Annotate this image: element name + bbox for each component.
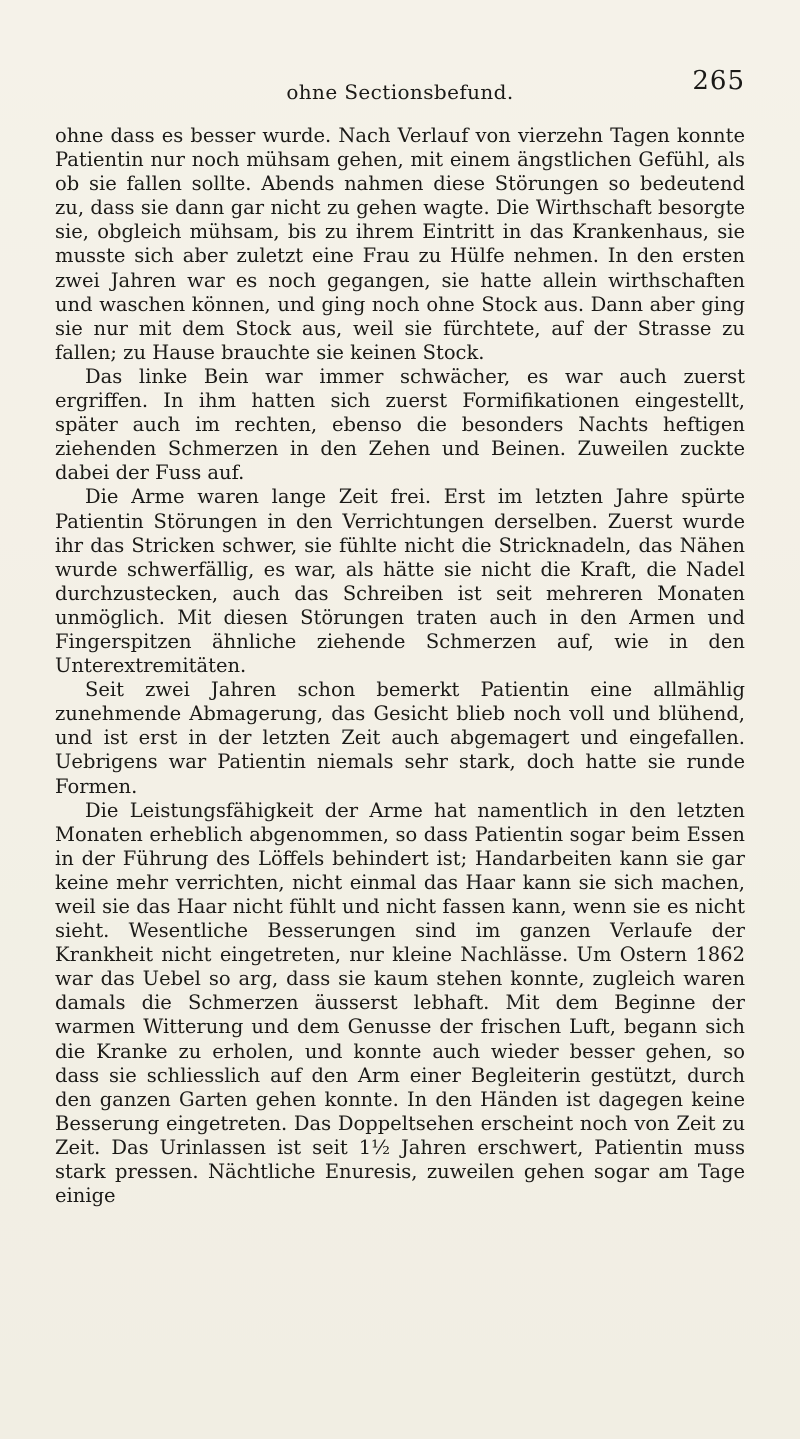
running-head xyxy=(55,66,745,112)
paragraph-3: Die Arme waren lange Zeit frei. Erst im letzten Jahre spürte Patientin Störungen in den Verrichtungen derselben. Zuerst wurde ihr das Stricken schwer, sie fühlte nicht die Stricknadeln, das Nähen wurde schwerfällig, es war, als hätte sie nicht die Kraft, die Nadel durchzustecken, auch das Schreiben ist seit mehreren Monaten unmöglich. Mit diesen Störungen traten auch in den Armen und Fingerspitzen ähnliche ziehende Schmerzen auf, wie in den Unterextremitäten. xyxy=(55,485,745,678)
body-text xyxy=(55,124,745,1208)
paragraph-4: Seit zwei Jahren schon bemerkt Patientin eine allmählig zunehmende Abmagerung, das Gesicht blieb noch voll und blühend, und ist erst in der letzten Zeit auch abgemagert und eingefallen. Uebrigens war Patientin niemals sehr stark, doch hatte sie runde Formen. xyxy=(55,678,745,798)
running-title: ohne Sectionsbefund. xyxy=(286,80,514,104)
page-number: 265 xyxy=(692,66,745,96)
paragraph-2: Das linke Bein war immer schwächer, es war auch zuerst ergriffen. In ihm hatten sich zuerst Formifikationen eingestellt, später auch im rechten, ebenso die besonders Nachts heftigen ziehenden Schmerzen in den Zehen und Beinen. Zuweilen zuckte dabei der Fuss auf. xyxy=(55,364,745,485)
paragraph-1: ohne dass es besser wurde. Nach Verlauf von vierzehn Tagen konnte Patientin nur noch mühsam gehen, mit einem ängstlichen Gefühl, als ob sie fallen sollte. Abends nahmen diese Störungen so bedeutend zu, dass sie dann gar nicht zu gehen wagte. Die Wirthschaft besorgte sie, obgleich mühsam, bis zu ihrem Eintritt in das Krankenhaus, sie musste sich aber zuletzt eine Frau zu Hülfe nehmen. In den ersten zwei Jahren war es noch gegangen, sie hatte allein wirthschaften und waschen können, und ging noch ohne Stock aus. Dann aber ging sie nur mit dem Stock aus, weil sie fürchtete, auf der Strasse zu fallen; zu Hause brauchte sie keinen Stock. xyxy=(55,124,745,364)
paragraph-5: Die Leistungsfähigkeit der Arme hat namentlich in den letzten Monaten erheblich abgenommen, so dass Patientin sogar beim Essen in der Führung des Löffels behindert ist; Handarbeiten kann sie gar keine mehr verrichten, nicht einmal das Haar kann sie sich machen, weil sie das Haar nicht fühlt und nicht fassen kann, wenn sie es nicht sieht. Wesentliche Besserungen sind im ganzen Verlaufe der Krankheit nicht eingetreten, nur kleine Nachlässe. Um Ostern 1862 war das Uebel so arg, dass sie kaum stehen konnte, zugleich waren damals die Schmerzen äusserst lebhaft. Mit dem Beginne der warmen Witterung und dem Genusse der frischen Luft, begann sich die Kranke zu erholen, und konnte auch wieder besser gehen, so dass sie schliesslich auf den Arm einer Begleiterin gestützt, durch den ganzen Garten gehen konnte. In den Händen ist dagegen keine Besserung eingetreten. Das Doppeltsehen erscheint noch von Zeit zu Zeit. Das Urinlassen ist seit 1½ Jahren erschwert, Patientin muss stark pressen. Nächtliche Enuresis, zuweilen gehen sogar am Tage einige xyxy=(55,798,745,1208)
